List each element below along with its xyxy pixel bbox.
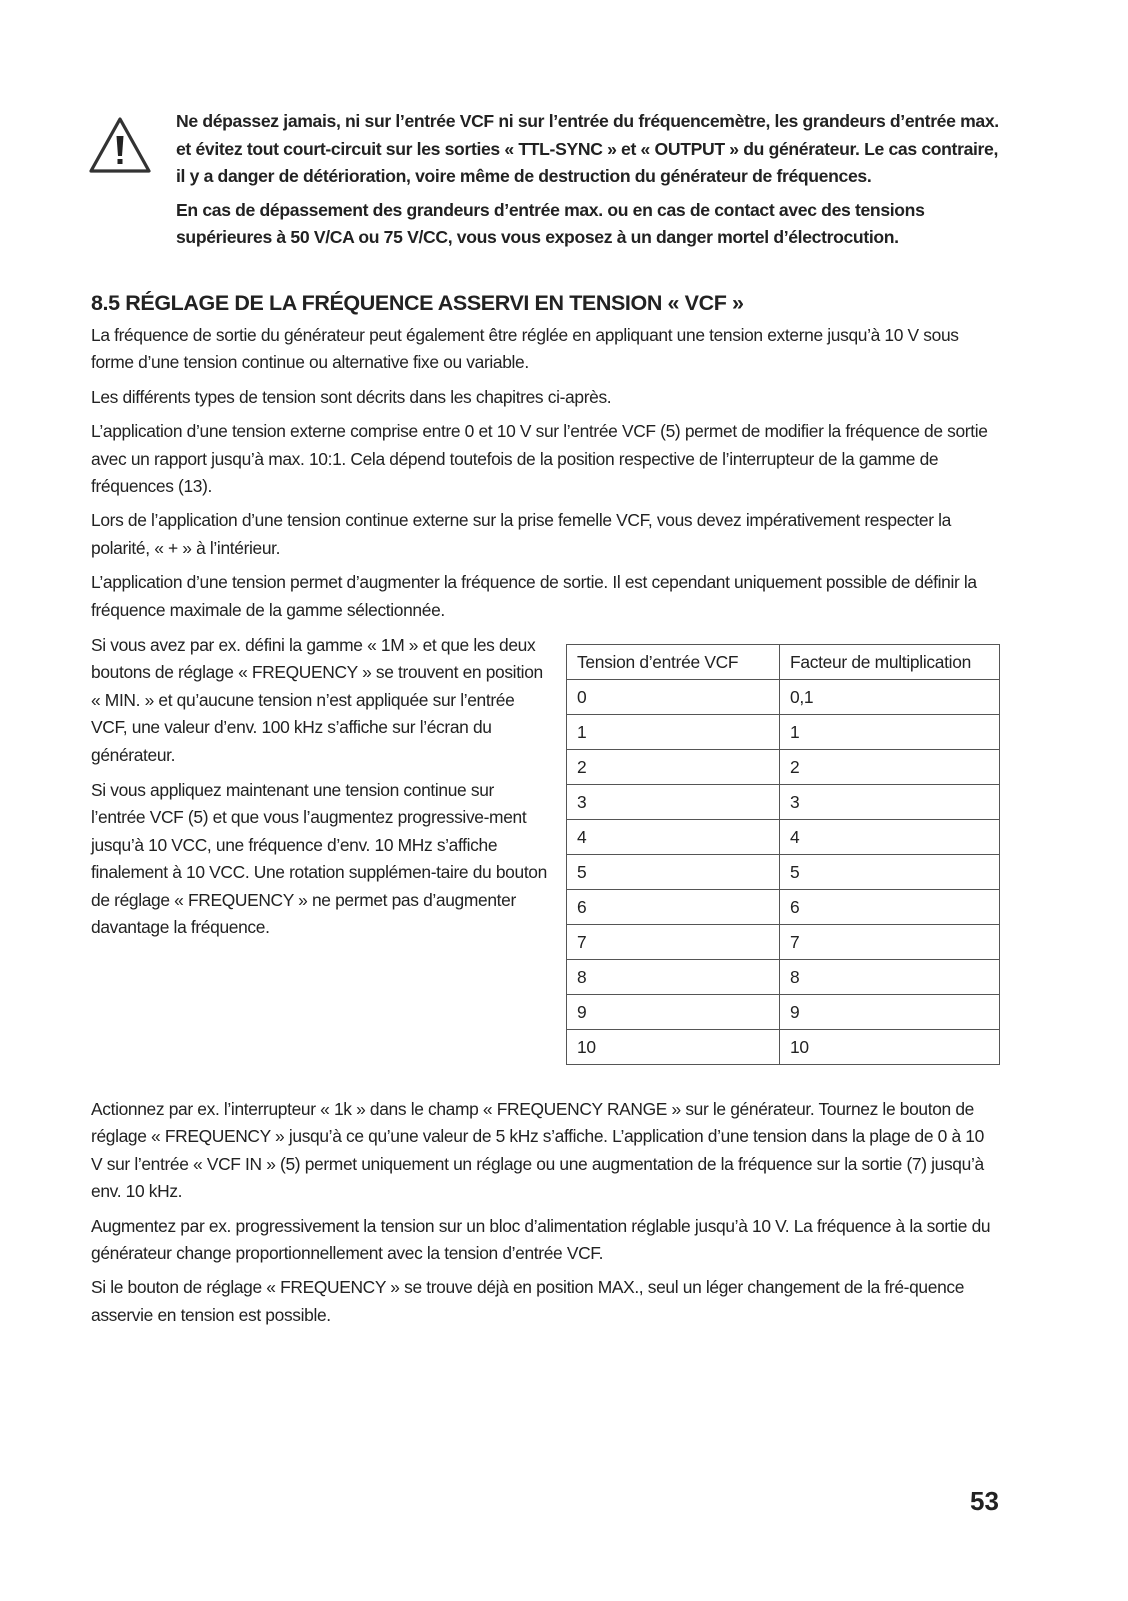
table-cell: 8	[567, 960, 780, 995]
table-cell: 3	[567, 785, 780, 820]
table-row	[567, 785, 1000, 820]
table-cell: 1	[567, 715, 780, 750]
vcf-table	[566, 644, 1000, 1065]
table-row	[567, 820, 1000, 855]
table-cell: 9	[780, 995, 1000, 1030]
table-cell: 4	[780, 820, 1000, 855]
column-header: Facteur de multiplication	[780, 645, 1000, 680]
table-cell: 4	[567, 820, 780, 855]
table-row	[567, 1030, 1000, 1065]
paragraph: Si vous appliquez maintenant une tension continue sur l’entrée VCF (5) et que vous l’augmentez progressive-ment jusqu’à 10 VCC, une fréquence d’env. 10 MHz s’affiche finalement à 10 VCC. Une rotation supplémen-taire du bouton de réglage « FREQUENCY » ne permet pas d’augmenter davantage la fréquence.	[91, 780, 547, 938]
table-cell: 10	[780, 1030, 1000, 1065]
warning-triangle-icon	[88, 116, 152, 174]
table-cell: 0,1	[780, 680, 1000, 715]
warning-paragraph: Ne dépassez jamais, ni sur l’entrée VCF ni sur l’entrée du fréquencemètre, les grandeurs d’entrée max. et évitez tout court-circuit sur les sorties « TTL-SYNC » et « OUTPUT » du générateur. Le cas contraire, il y a danger de détérioration, voire même de destruction du générateur de fréquences.	[176, 111, 999, 186]
side-text	[91, 632, 549, 949]
paragraph: Si vous avez par ex. défini la gamme « 1M » et que les deux boutons de réglage « FREQUENCY » se trouvent en position « MIN. » et qu’aucune tension n’est appliquée sur l’entrée VCF, une valeur d’env. 100 kHz s’affiche sur l’écran du générateur.	[91, 635, 543, 765]
table-row	[567, 925, 1000, 960]
table-row	[567, 960, 1000, 995]
table-cell: 6	[567, 890, 780, 925]
paragraph: Lors de l’application d’une tension continue externe sur la prise femelle VCF, vous devez impérativement respecter la polarité, « + » à l’intérieur.	[91, 510, 951, 558]
table-row	[567, 995, 1000, 1030]
paragraph: Les différents types de tension sont décrits dans les chapitres ci-après.	[91, 386, 612, 407]
table-body	[567, 680, 1000, 1065]
table-row	[567, 855, 1000, 890]
table-cell: 6	[780, 890, 1000, 925]
table-cell: 3	[780, 785, 1000, 820]
paragraph: Si le bouton de réglage « FREQUENCY » se trouve déjà en position MAX., seul un léger changement de la fré-quence asservie en tension est possible.	[91, 1277, 965, 1325]
table-row	[567, 680, 1000, 715]
table-cell: 9	[567, 995, 780, 1030]
table-row	[567, 715, 1000, 750]
section-title: 8.5 RÉGLAGE DE LA FRÉQUENCE ASSERVI EN TENSION « VCF »	[91, 291, 744, 315]
paragraph: La fréquence de sortie du générateur peut également être réglée en appliquant une tension externe jusqu’à 10 V sous forme d’une tension continue ou alternative fixe ou variable.	[91, 325, 959, 373]
paragraph: Augmentez par ex. progressivement la tension sur un bloc d’alimentation réglable jusqu’à 10 V. La fréquence à la sortie du générateur change proportionnellement avec la tension d’entrée VCF.	[91, 1215, 991, 1264]
warning-paragraph: En cas de dépassement des grandeurs d’entrée max. ou en cas de contact avec des tensions supérieures à 50 V/CA ou 75 V/CC, vous vous exposez à un danger mortel d’électrocution.	[176, 199, 925, 247]
table-cell: 8	[780, 960, 1000, 995]
paragraph: Actionnez par ex. l’interrupteur « 1k » dans le champ « FREQUENCY RANGE » sur le générateur. Tournez le bouton de réglage « FREQUENCY » jusqu’à ce qu’une valeur de 5 kHz s’affiche. L’application d’une tension dans la plage de 0 à 10 V sur l’entrée « VCF IN » (5) permet uniquement un réglage ou une augmentation de la fréquence sur la sortie (7) jusqu’à env. 10 kHz.	[91, 1099, 984, 1202]
paragraph: L’application d’une tension externe comprise entre 0 et 10 V sur l’entrée VCF (5) permet de modifier la fréquence de sortie avec un rapport jusqu’à max. 10:1. Cela dépend toutefois de la position respective de l’interrupteur de la gamme de fréquences (13).	[91, 421, 988, 497]
table-cell: 2	[780, 750, 1000, 785]
table-cell: 5	[780, 855, 1000, 890]
warning-text	[176, 108, 1008, 252]
outro-text	[91, 1096, 996, 1336]
table-cell: 5	[567, 855, 780, 890]
table-cell: 2	[567, 750, 780, 785]
table-cell: 1	[780, 715, 1000, 750]
column-header: Tension d’entrée VCF	[567, 645, 780, 680]
table-cell: 7	[567, 925, 780, 960]
table-cell: 0	[567, 680, 780, 715]
page-number: 53	[970, 1486, 999, 1516]
table-row	[567, 890, 1000, 925]
table-header-row	[567, 645, 1000, 680]
intro-text	[91, 322, 996, 631]
table-cell: 7	[780, 925, 1000, 960]
warning-block	[88, 108, 1008, 258]
table-cell: 10	[567, 1030, 780, 1065]
table-row	[567, 750, 1000, 785]
paragraph: L’application d’une tension permet d’augmenter la fréquence de sortie. Il est cependant uniquement possible de définir la fréquence maximale de la gamme sélectionnée.	[91, 572, 977, 620]
